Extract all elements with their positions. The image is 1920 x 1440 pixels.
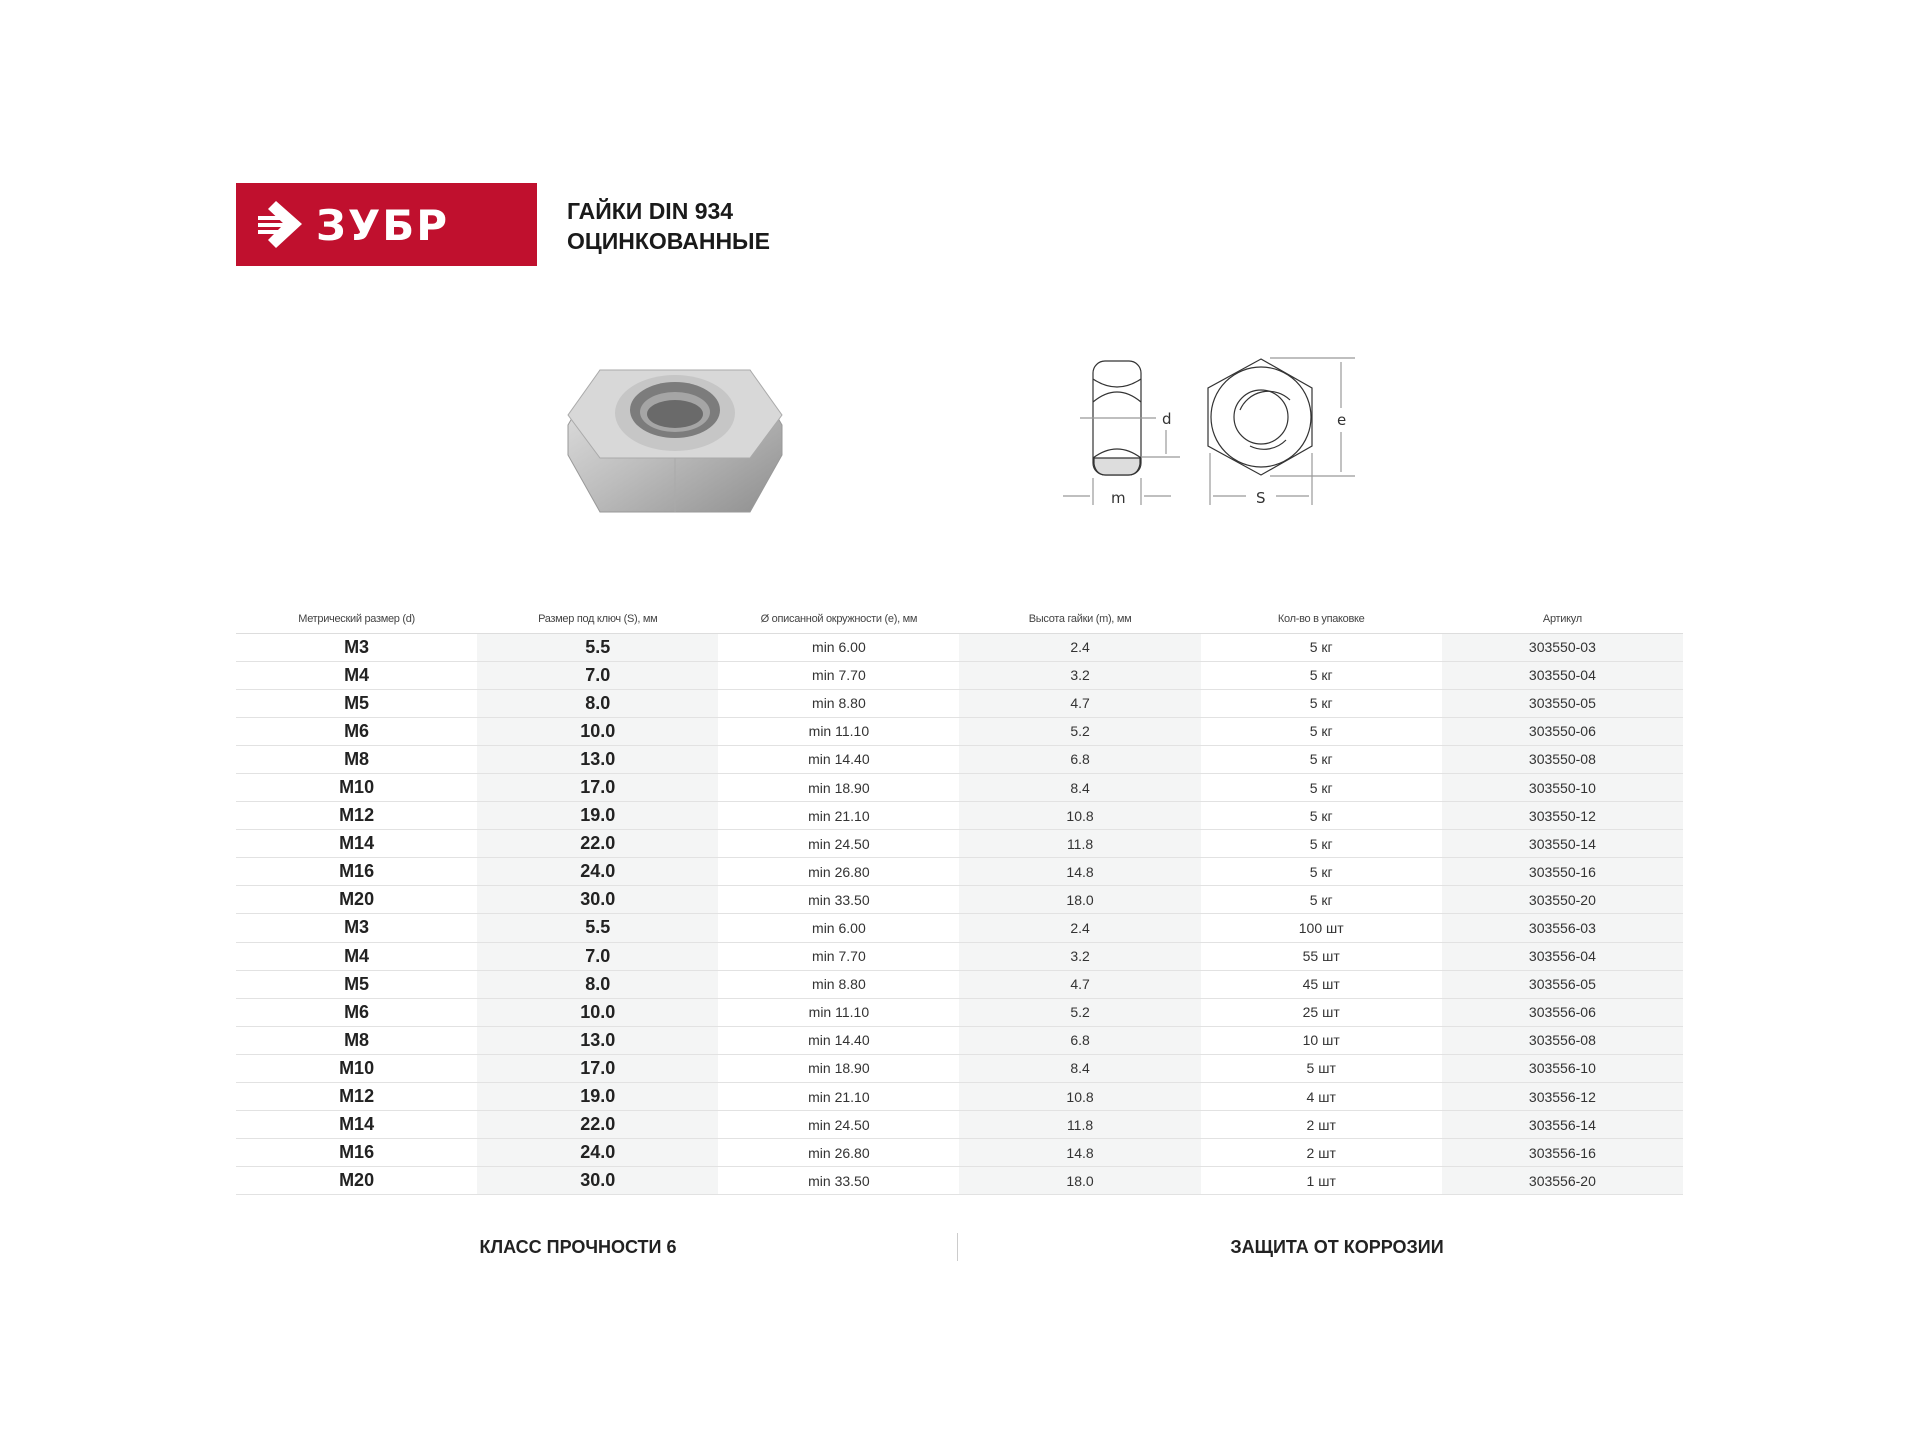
table-cell: 5 кг bbox=[1201, 745, 1442, 773]
zubr-logo-graphic bbox=[236, 183, 537, 266]
table-cell: 303550-12 bbox=[1442, 802, 1683, 830]
zubr-logo bbox=[236, 183, 537, 266]
table-cell: M20 bbox=[236, 886, 477, 914]
table-cell: 5 кг bbox=[1201, 689, 1442, 717]
table-cell: 8.4 bbox=[959, 1054, 1200, 1082]
table-cell: 10.8 bbox=[959, 802, 1200, 830]
table-cell: M4 bbox=[236, 942, 477, 970]
column-header: Метрический размер (d) bbox=[236, 606, 477, 633]
table-cell: M6 bbox=[236, 998, 477, 1026]
table-cell: 18.0 bbox=[959, 886, 1200, 914]
table-cell: min 6.00 bbox=[718, 633, 959, 661]
table-cell: M16 bbox=[236, 858, 477, 886]
column-header: Ø описанной окружности (e), мм bbox=[718, 606, 959, 633]
table-cell: 25 шт bbox=[1201, 998, 1442, 1026]
table-cell: min 33.50 bbox=[718, 886, 959, 914]
table-cell: 8.4 bbox=[959, 773, 1200, 801]
table-body bbox=[236, 633, 1683, 1195]
table-cell: 7.0 bbox=[477, 661, 718, 689]
table-cell: 19.0 bbox=[477, 1083, 718, 1111]
table-cell: 2.4 bbox=[959, 914, 1200, 942]
table-cell: min 26.80 bbox=[718, 1139, 959, 1167]
table-cell: 5.2 bbox=[959, 998, 1200, 1026]
table-row bbox=[236, 1026, 1683, 1054]
table-cell: 22.0 bbox=[477, 1111, 718, 1139]
table-cell: M6 bbox=[236, 717, 477, 745]
table-row bbox=[236, 773, 1683, 801]
table-cell: 5.5 bbox=[477, 633, 718, 661]
table-cell: 22.0 bbox=[477, 830, 718, 858]
table-row bbox=[236, 970, 1683, 998]
table-cell: min 6.00 bbox=[718, 914, 959, 942]
table-row bbox=[236, 1139, 1683, 1167]
table-cell: min 24.50 bbox=[718, 1111, 959, 1139]
table-cell: 30.0 bbox=[477, 1167, 718, 1195]
table-cell: min 18.90 bbox=[718, 773, 959, 801]
logo-text: ЗУБР bbox=[316, 201, 450, 250]
table-cell: 3.2 bbox=[959, 942, 1200, 970]
table-cell: M5 bbox=[236, 689, 477, 717]
table-row bbox=[236, 717, 1683, 745]
table-cell: M8 bbox=[236, 1026, 477, 1054]
table-cell: 19.0 bbox=[477, 802, 718, 830]
title-line-2: ОЦИНКОВАННЫЕ bbox=[567, 228, 770, 254]
table-cell: 18.0 bbox=[959, 1167, 1200, 1195]
table-cell: 303550-08 bbox=[1442, 745, 1683, 773]
table-cell: 2.4 bbox=[959, 633, 1200, 661]
table-cell: min 24.50 bbox=[718, 830, 959, 858]
table-row bbox=[236, 689, 1683, 717]
column-header: Высота гайки (m), мм bbox=[959, 606, 1200, 633]
table-cell: min 7.70 bbox=[718, 661, 959, 689]
table-cell: 5.5 bbox=[477, 914, 718, 942]
table-cell: 303556-16 bbox=[1442, 1139, 1683, 1167]
corrosion-protection-label: ЗАЩИТА ОТ КОРРОЗИИ bbox=[1230, 1237, 1444, 1257]
table-cell: 4 шт bbox=[1201, 1083, 1442, 1111]
table-cell: 303550-06 bbox=[1442, 717, 1683, 745]
table-cell: 30.0 bbox=[477, 886, 718, 914]
table-cell: 7.0 bbox=[477, 942, 718, 970]
label-s: S bbox=[1256, 489, 1266, 507]
table-cell: 11.8 bbox=[959, 1111, 1200, 1139]
column-header: Размер под ключ (S), мм bbox=[477, 606, 718, 633]
table-cell: 303556-12 bbox=[1442, 1083, 1683, 1111]
table-cell: 5 кг bbox=[1201, 858, 1442, 886]
product-title bbox=[567, 196, 770, 256]
table-cell: 24.0 bbox=[477, 858, 718, 886]
table-cell: M4 bbox=[236, 661, 477, 689]
table-cell: 14.8 bbox=[959, 1139, 1200, 1167]
table-cell: M14 bbox=[236, 830, 477, 858]
table-row bbox=[236, 1054, 1683, 1082]
table-cell: M16 bbox=[236, 1139, 477, 1167]
table-cell: 303550-04 bbox=[1442, 661, 1683, 689]
table-row bbox=[236, 745, 1683, 773]
table-cell: 5 кг bbox=[1201, 633, 1442, 661]
table-cell: 303556-05 bbox=[1442, 970, 1683, 998]
table-cell: 5 кг bbox=[1201, 717, 1442, 745]
nut-dimension-diagram bbox=[1050, 350, 1370, 520]
table-cell: 14.8 bbox=[959, 858, 1200, 886]
table-cell: 5 кг bbox=[1201, 886, 1442, 914]
column-header: Артикул bbox=[1442, 606, 1683, 633]
table-cell: 303556-08 bbox=[1442, 1026, 1683, 1054]
table-cell: 4.7 bbox=[959, 970, 1200, 998]
label-e: e bbox=[1337, 411, 1347, 429]
table-cell: 303556-20 bbox=[1442, 1167, 1683, 1195]
table-cell: 303550-14 bbox=[1442, 830, 1683, 858]
title-line-1: ГАЙКИ DIN 934 bbox=[567, 198, 734, 224]
table-cell: min 33.50 bbox=[718, 1167, 959, 1195]
table-cell: 10 шт bbox=[1201, 1026, 1442, 1054]
table-cell: min 26.80 bbox=[718, 858, 959, 886]
specs-table bbox=[236, 606, 1683, 1195]
table-row bbox=[236, 914, 1683, 942]
table-cell: 303556-10 bbox=[1442, 1054, 1683, 1082]
table-cell: min 18.90 bbox=[718, 1054, 959, 1082]
table-cell: 303550-03 bbox=[1442, 633, 1683, 661]
table-cell: M5 bbox=[236, 970, 477, 998]
table-cell: 5 кг bbox=[1201, 830, 1442, 858]
table-cell: M3 bbox=[236, 914, 477, 942]
table-cell: M8 bbox=[236, 745, 477, 773]
table-cell: 17.0 bbox=[477, 1054, 718, 1082]
table-cell: M12 bbox=[236, 802, 477, 830]
table-cell: M10 bbox=[236, 773, 477, 801]
table-cell: 13.0 bbox=[477, 1026, 718, 1054]
table-row bbox=[236, 1167, 1683, 1195]
table-cell: 4.7 bbox=[959, 689, 1200, 717]
table-cell: 10.0 bbox=[477, 998, 718, 1026]
table-row bbox=[236, 1083, 1683, 1111]
table-cell: 6.8 bbox=[959, 745, 1200, 773]
table-cell: 5 кг bbox=[1201, 802, 1442, 830]
table-cell: 10.8 bbox=[959, 1083, 1200, 1111]
table-cell: 55 шт bbox=[1201, 942, 1442, 970]
table-cell: 303556-14 bbox=[1442, 1111, 1683, 1139]
table-cell: M12 bbox=[236, 1083, 477, 1111]
table-row bbox=[236, 886, 1683, 914]
label-m: m bbox=[1111, 489, 1126, 507]
label-d: d bbox=[1162, 410, 1172, 428]
table-row bbox=[236, 942, 1683, 970]
table-cell: 303550-20 bbox=[1442, 886, 1683, 914]
table-cell: 10.0 bbox=[477, 717, 718, 745]
table-cell: 5.2 bbox=[959, 717, 1200, 745]
table-row bbox=[236, 830, 1683, 858]
table-cell: min 8.80 bbox=[718, 689, 959, 717]
table-cell: 8.0 bbox=[477, 689, 718, 717]
table-cell: 6.8 bbox=[959, 1026, 1200, 1054]
table-cell: 303556-04 bbox=[1442, 942, 1683, 970]
table-row bbox=[236, 802, 1683, 830]
table-cell: 2 шт bbox=[1201, 1139, 1442, 1167]
table-cell: 303550-05 bbox=[1442, 689, 1683, 717]
table-header-row bbox=[236, 606, 1683, 633]
table-row bbox=[236, 633, 1683, 661]
table-cell: 5 шт bbox=[1201, 1054, 1442, 1082]
table-cell: 13.0 bbox=[477, 745, 718, 773]
table-cell: min 21.10 bbox=[718, 802, 959, 830]
footer-divider bbox=[957, 1233, 958, 1261]
table-cell: 17.0 bbox=[477, 773, 718, 801]
table-cell: 1 шт bbox=[1201, 1167, 1442, 1195]
table-cell: 11.8 bbox=[959, 830, 1200, 858]
table-cell: M3 bbox=[236, 633, 477, 661]
table-cell: 100 шт bbox=[1201, 914, 1442, 942]
table-cell: 8.0 bbox=[477, 970, 718, 998]
table-cell: min 11.10 bbox=[718, 998, 959, 1026]
table-cell: min 14.40 bbox=[718, 745, 959, 773]
nut-photo bbox=[560, 340, 790, 520]
table-cell: 303550-10 bbox=[1442, 773, 1683, 801]
table-cell: 45 шт bbox=[1201, 970, 1442, 998]
table-cell: 3.2 bbox=[959, 661, 1200, 689]
table-row bbox=[236, 858, 1683, 886]
column-header: Кол-во в упаковке bbox=[1201, 606, 1442, 633]
table-cell: M20 bbox=[236, 1167, 477, 1195]
table-cell: 303556-03 bbox=[1442, 914, 1683, 942]
table-cell: 303550-16 bbox=[1442, 858, 1683, 886]
table-cell: min 21.10 bbox=[718, 1083, 959, 1111]
table-cell: min 8.80 bbox=[718, 970, 959, 998]
table-row bbox=[236, 661, 1683, 689]
table-cell: 24.0 bbox=[477, 1139, 718, 1167]
table-cell: 303556-06 bbox=[1442, 998, 1683, 1026]
table-cell: 5 кг bbox=[1201, 661, 1442, 689]
table-cell: min 7.70 bbox=[718, 942, 959, 970]
table-cell: 2 шт bbox=[1201, 1111, 1442, 1139]
table-cell: 5 кг bbox=[1201, 773, 1442, 801]
strength-class-label: КЛАСС ПРОЧНОСТИ 6 bbox=[479, 1237, 677, 1257]
table-row bbox=[236, 998, 1683, 1026]
table-cell: M10 bbox=[236, 1054, 477, 1082]
table-cell: M14 bbox=[236, 1111, 477, 1139]
table-cell: min 14.40 bbox=[718, 1026, 959, 1054]
table-row bbox=[236, 1111, 1683, 1139]
table-cell: min 11.10 bbox=[718, 717, 959, 745]
